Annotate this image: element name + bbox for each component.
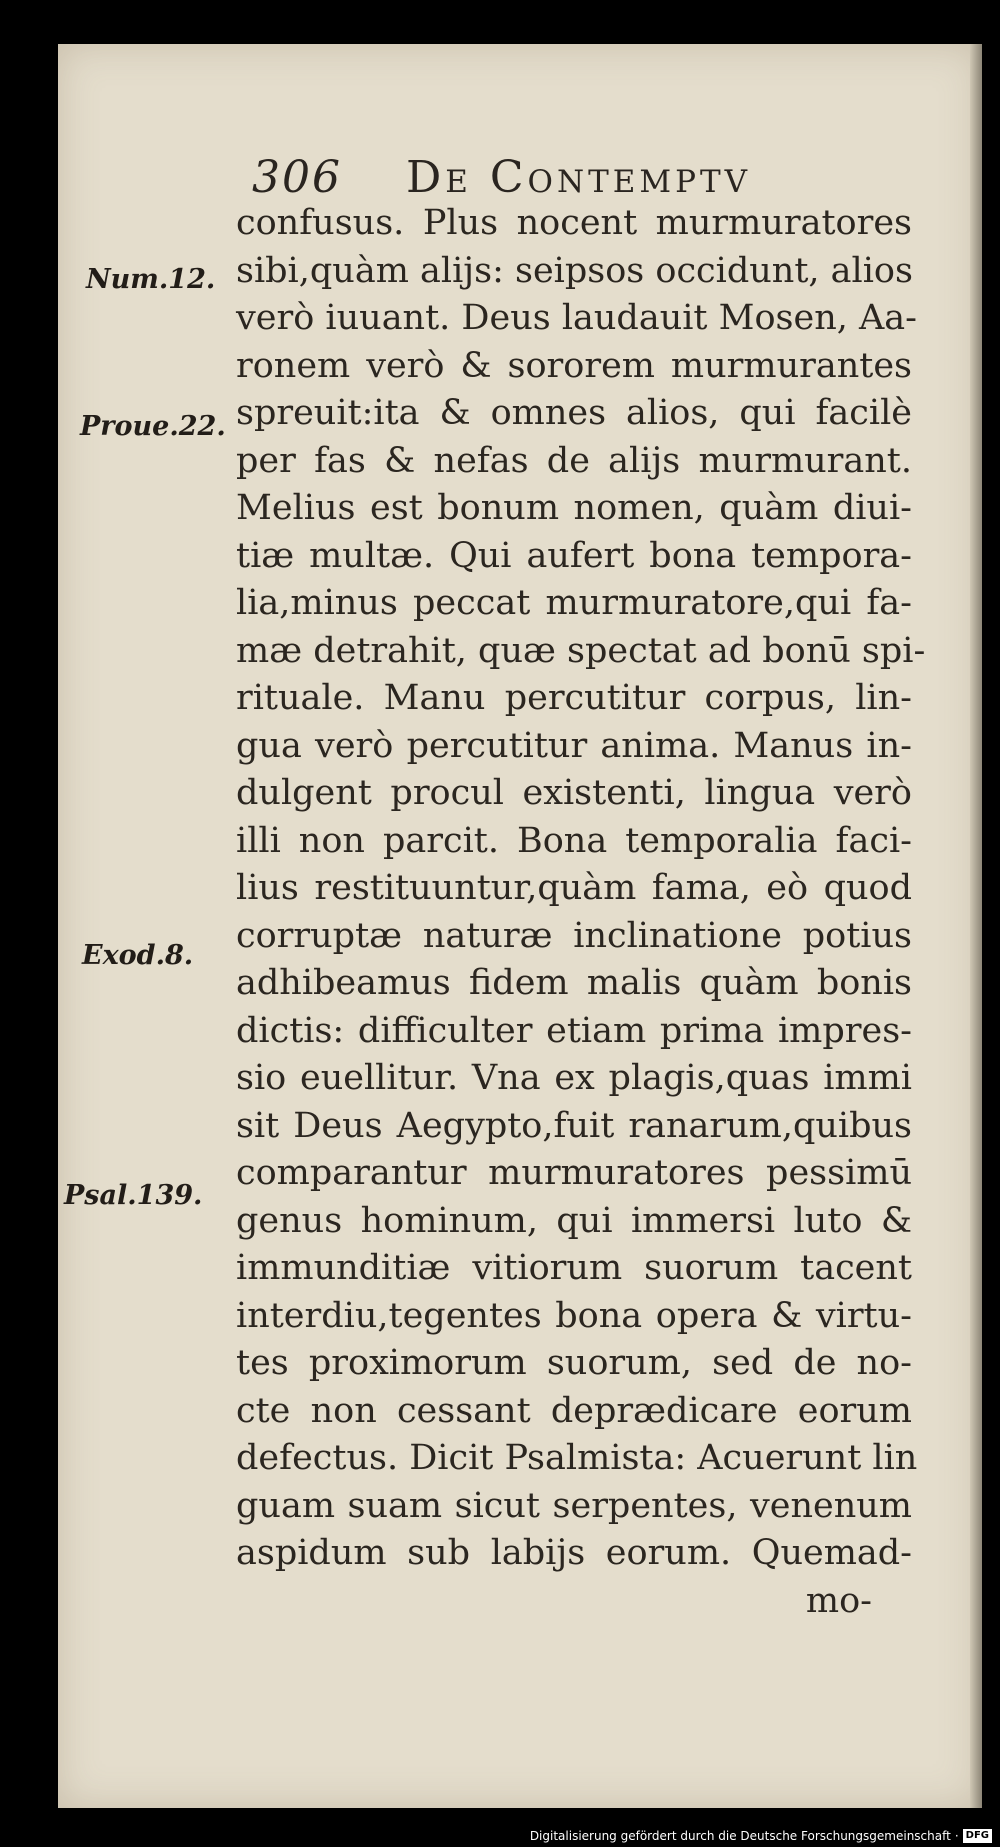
text-line: adhibeamus fidem malis quàm bonis [236,963,912,1003]
text-line: guam suam sicut serpentes, venenum [236,1485,912,1526]
text-line: Melius est bonum nomen, quàm diui- [236,488,912,528]
text-line: cte non cessant deprædicare eorum [236,1390,912,1431]
margin-note-proue: Proue.22. [80,411,226,442]
running-title: De Contemptv [405,152,752,203]
text-line: dulgent procul existenti, lingua verò [236,773,912,813]
text-line: sibi,quàm alijs: seipsos occidunt, alios [236,250,913,291]
body-text [236,200,926,1625]
text-line: rituale. Manu percutitur corpus, lin- [236,678,912,718]
text-line: genus hominum, qui immersi luto & [236,1200,912,1241]
text-line: tiæ multæ. Qui aufert bona tempora- [236,535,912,576]
catchword: mo- [805,1580,872,1621]
dfg-logo: DFG [963,1829,992,1843]
text-line: lia,minus peccat murmuratore,qui fa- [236,583,912,623]
running-header [252,152,751,203]
text-line: interdiu,tegentes bona opera & virtu- [236,1295,912,1336]
text-line: sio euellitur. Vna ex plagis,quas immi [236,1058,912,1098]
text-line: defectus. Dicit Psalmista: Acuerunt lin [236,1438,918,1478]
text-line: spreuit:ita & omnes alios, qui facilè [236,393,912,433]
text-line: illi non parcit. Bona temporalia faci- [236,820,912,861]
text-line: immunditiæ vitiorum suorum tacent [236,1248,912,1288]
text-line: lius restituuntur,quàm fama, eò quod [236,868,912,908]
text-line: gua verò percutitur anima. Manus in- [236,725,912,766]
digitization-footer: Digitalisierung gefördert durch die Deutsche Forschungsgemeinschaft · DFG [530,1829,992,1843]
margin-note-num: Num.12. [86,264,216,295]
text-line: tes proximorum suorum, sed de no- [236,1343,912,1383]
text-line: sit Deus Aegypto,fuit ranarum,quibus [236,1105,912,1146]
text-line: corruptæ naturæ inclinatione potius [236,915,912,956]
text-line: per fas & nefas de alijs murmurant. [236,440,912,481]
text-line: dictis: difficulter etiam prima impres- [236,1010,912,1051]
text-line: aspidum sub labijs eorum. Quemad- [236,1533,912,1573]
footer-credit: Digitalisierung gefördert durch die Deutsche Forschungsgemeinschaft [529,1829,951,1843]
text-line: confusus. Plus nocent murmuratores [236,203,912,243]
text-line: mæ detrahit, quæ spectat ad bonū spi- [236,630,926,671]
margin-note-exod: Exod.8. [82,940,194,971]
page-number: 306 [252,152,342,203]
text-line: verò iuuant. Deus laudauit Mosen, Aa- [236,298,917,338]
margin-note-psal: Psal.139. [64,1180,203,1211]
text-line: ronem verò & sororem murmurantes [236,345,912,386]
page-edge [970,44,982,1808]
text-line: comparantur murmuratores pessimū [236,1153,912,1193]
